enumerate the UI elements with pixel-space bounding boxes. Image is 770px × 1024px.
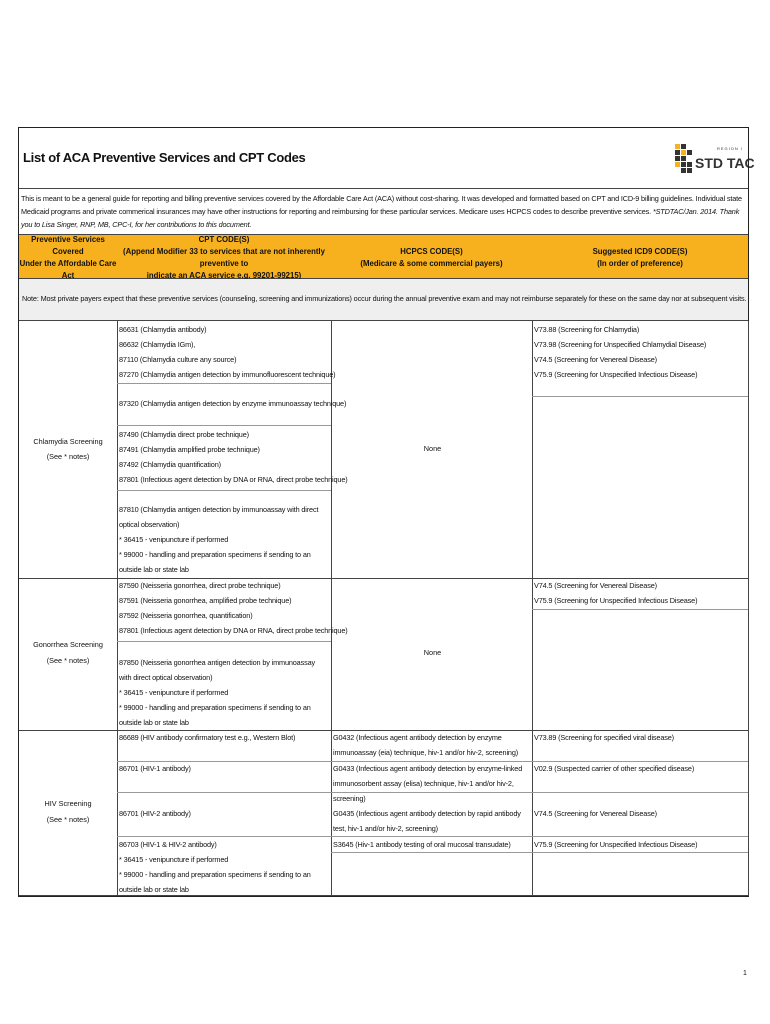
intro-paragraph xyxy=(19,188,748,231)
cpt-code: 86631 (Chlamydia antibody) xyxy=(119,325,207,334)
cpt-code: 87110 (Chlamydia culture any source) xyxy=(119,355,237,364)
header-service: Preventive Services Covered Under the Affordable Care Act xyxy=(19,234,117,280)
cpt-code: 86632 (Chlamydia IGm), xyxy=(119,340,196,349)
col-divider xyxy=(748,321,749,896)
icd9-code: V75.9 (Screening for Unspecified Infectious Disease) xyxy=(534,596,698,605)
cpt-code: * 99000 - handling and preparation specimens if sending to an outside lab or state lab xyxy=(119,870,311,894)
row-divider xyxy=(117,641,331,642)
section-sub-chlamydia: (See * notes) xyxy=(46,452,90,461)
document-sheet xyxy=(18,127,749,897)
icd9-code: V75.9 (Screening for Unspecified Infectious Disease) xyxy=(534,370,698,379)
icd9-code: V02.9 (Suspected carrier of other specified disease) xyxy=(534,764,695,773)
cpt-code: * 99000 - handling and preparation specimens if sending to an outside lab or state lab xyxy=(119,703,311,727)
page-number: 1 xyxy=(743,970,747,977)
icd9-code: V73.88 (Screening for Chlamydia) xyxy=(534,325,640,334)
svg-text:REGION I: REGION I xyxy=(717,146,744,151)
row-divider xyxy=(117,490,331,491)
cpt-code: * 99000 - handling and preparation specimens if sending to an outside lab or state lab xyxy=(119,550,311,574)
icd9-code: V74.5 (Screening for Venereal Disease) xyxy=(534,581,657,590)
header-icd9: Suggested ICD9 CODE(S) (In order of preference) xyxy=(592,246,688,268)
row-divider xyxy=(331,852,748,853)
cpt-code: 86703 (HIV-1 & HIV-2 antibody) xyxy=(119,840,217,849)
cpt-code: 87492 (Chlamydia quantification) xyxy=(119,460,221,469)
table-header xyxy=(19,234,748,279)
row-divider xyxy=(117,383,331,384)
cpt-code: 87810 (Chlamydia antigen detection by immunoassay with direct optical observation) xyxy=(119,505,319,529)
hcpcs-code: G0432 (Infectious agent antibody detection by enzyme immunoassay (eia) technique, hiv-1 and/or hiv-2, screening) xyxy=(333,733,519,757)
cpt-code: 87270 (Chlamydia antigen detection by immunofluorescent technique) xyxy=(119,370,336,379)
cpt-code: * 36415 - venipuncture if performed xyxy=(119,535,229,544)
cpt-code: 87801 (Infectious agent detection by DNA or RNA, direct probe technique) xyxy=(119,626,348,635)
page-title: List of ACA Preventive Services and CPT Codes xyxy=(23,150,306,165)
row-divider xyxy=(532,609,748,610)
payer-note: Note: Most private payers expect that these preventive services (counseling, screening and immunizations) occur during the annual preventive exam and may not reimburse separately for these on the same day nor at subsequent visits. xyxy=(19,279,748,321)
cpt-code: 87850 (Neisseria gonorrhea antigen detection by immunoassay with direct optical observation) xyxy=(119,658,315,682)
cpt-code: 87592 (Neisseria gonorrhea, quantification) xyxy=(119,611,253,620)
cpt-code: 87320 (Chlamydia antigen detection by enzyme immunoassay technique) xyxy=(119,399,347,408)
icd9-code: V73.89 (Screening for specified viral disease) xyxy=(534,733,674,742)
cpt-code: 87590 (Neisseria gonorrhea, direct probe technique) xyxy=(119,581,281,590)
cpt-code: 86689 (HIV antibody confirmatory test e.g., Western Blot) xyxy=(119,733,296,742)
table-bottom xyxy=(19,895,748,896)
row-divider xyxy=(532,396,748,397)
section-sub-gonorrhea: (See * notes) xyxy=(46,656,90,665)
section-name-hiv: HIV Screening xyxy=(44,799,92,808)
hcpcs-none-chlamydia: None xyxy=(423,444,442,453)
icd9-code: V75.9 (Screening for Unspecified Infectious Disease) xyxy=(534,840,698,849)
cpt-code: 87801 (Infectious agent detection by DNA or RNA, direct probe technique) xyxy=(119,475,348,484)
section-sub-hiv: (See * notes) xyxy=(46,815,90,824)
svg-text:STD TAC: STD TAC xyxy=(695,155,755,171)
cpt-code: 87591 (Neisseria gonorrhea, amplified probe technique) xyxy=(119,596,292,605)
icd9-code: V74.5 (Screening for Venereal Disease) xyxy=(534,809,657,818)
cpt-code: 86701 (HIV-2 antibody) xyxy=(119,809,191,818)
header-cpt: CPT CODE(S) (Append Modifier 33 to services that are not inherently preventive to indicate an ACA service e.g. 99201-99215) xyxy=(123,234,325,280)
intro-credit: *STDTAC/Jan. 2014. Thank you to Lisa Singer, RNP, MB, CPC-I, for her contributions to this document. xyxy=(21,207,740,229)
col-divider xyxy=(117,321,118,896)
hcpcs-code: S3645 (Hiv-1 antibody testing of oral mucosal transudate) xyxy=(333,840,511,849)
icd9-code: V74.5 (Screening for Venereal Disease) xyxy=(534,355,657,364)
header-hcpcs: HCPCS CODE(S) (Medicare & some commercial payers) xyxy=(360,246,503,268)
cpt-code: * 36415 - venipuncture if performed xyxy=(119,855,229,864)
cpt-code: 86701 (HIV-1 antibody) xyxy=(119,764,191,773)
intro-text: This is meant to be a general guide for reporting and billing preventive services covered by the Affordable Care Act (ACA) without cost-sharing. It was developed and formatted based on CPT and ICD-9 billing guidelines. Individual state Medicaid programs and private commerical insurances may have other instructions for reporting and reimbursing for these particular services. Medicare uses HCPCS codes to describe preventive services. xyxy=(21,194,742,216)
cpt-code: * 36415 - venipuncture if performed xyxy=(119,688,229,697)
hcpcs-code: G0433 (Infectious agent antibody detection by enzyme-linked immunosorbent assay (elisa) technique, hiv-1 and/or hiv-2, screening) xyxy=(333,764,523,803)
cpt-code: 87491 (Chlamydia amplified probe technique) xyxy=(119,445,260,454)
hcpcs-none-gonorrhea: None xyxy=(423,648,442,657)
icd9-code: V73.98 (Screening for Unspecified Chlamydial Disease) xyxy=(534,340,707,349)
section-name-chlamydia: Chlamydia Screening xyxy=(33,437,103,446)
row-divider xyxy=(117,425,331,426)
cpt-code: 87490 (Chlamydia direct probe technique) xyxy=(119,430,249,439)
section-name-gonorrhea: Gonorrhea Screening xyxy=(33,640,103,649)
hcpcs-code: G0435 (Infectious agent antibody detection by rapid antibody test, hiv-1 and/or hiv-2, screening) xyxy=(333,809,521,833)
